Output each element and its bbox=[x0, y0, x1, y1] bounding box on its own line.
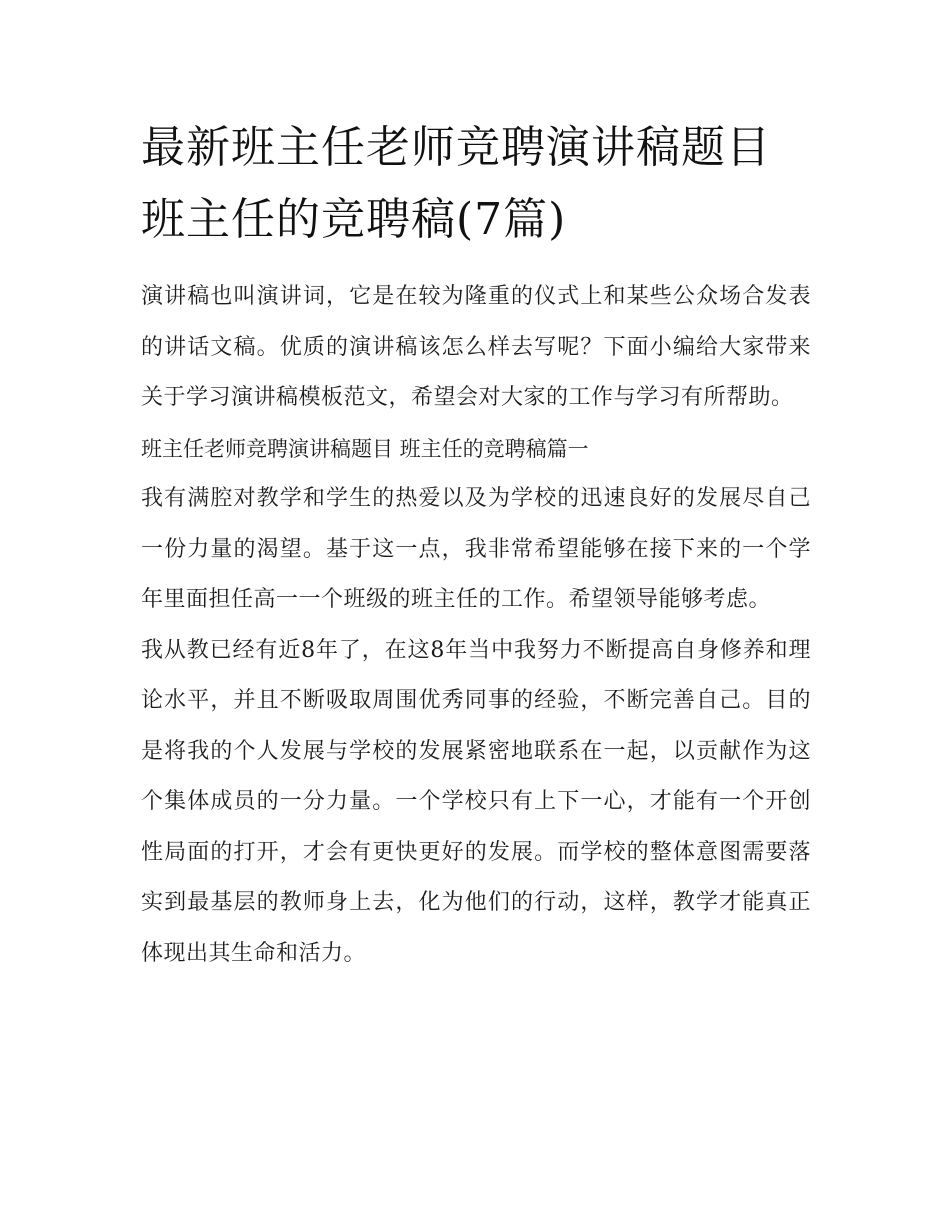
intro-paragraph: 演讲稿也叫演讲词，它是在较为隆重的仪式上和某些公众场合发表的讲话文稿。优质的演讲稿该怎么样去写呢？下面小编给大家带来关于学习演讲稿模板范文，希望会对大家的工作与学习有所帮助。 bbox=[141, 284, 811, 410]
body-paragraph-1: 我有满腔对教学和学生的热爱以及为学校的迅速良好的发展尽自己一份力量的渴望。基于这一点，我非常希望能够在接下来的一个学年里面担任高一一个班级的班主任的工作。希望领导能够考虑。 bbox=[141, 486, 811, 612]
document-body bbox=[141, 112, 811, 979]
body-paragraph-2: 我从教已经有近8年了，在这8年当中我努力不断提高自身修养和理论水平，并且不断吸取周围优秀同事的经验，不断完善自己。目的是将我的个人发展与学校的发展紧密地联系在一起，以贡献作为这个集体成员的一分力量。一个学校只有上下一心，才能有一个开创性局面的打开，才会有更快更好的发展。而学校的整体意图需要落实到最基层的教师身上去，化为他们的行动，这样，教学才能真正体现出其生命和活力。 bbox=[141, 637, 811, 966]
section-heading: 班主任老师竞聘演讲稿题目 班主任的竞聘稿篇一 bbox=[141, 436, 589, 461]
page-title: 最新班主任老师竞聘演讲稿题目 班主任的竞聘稿(7篇) bbox=[141, 122, 771, 245]
